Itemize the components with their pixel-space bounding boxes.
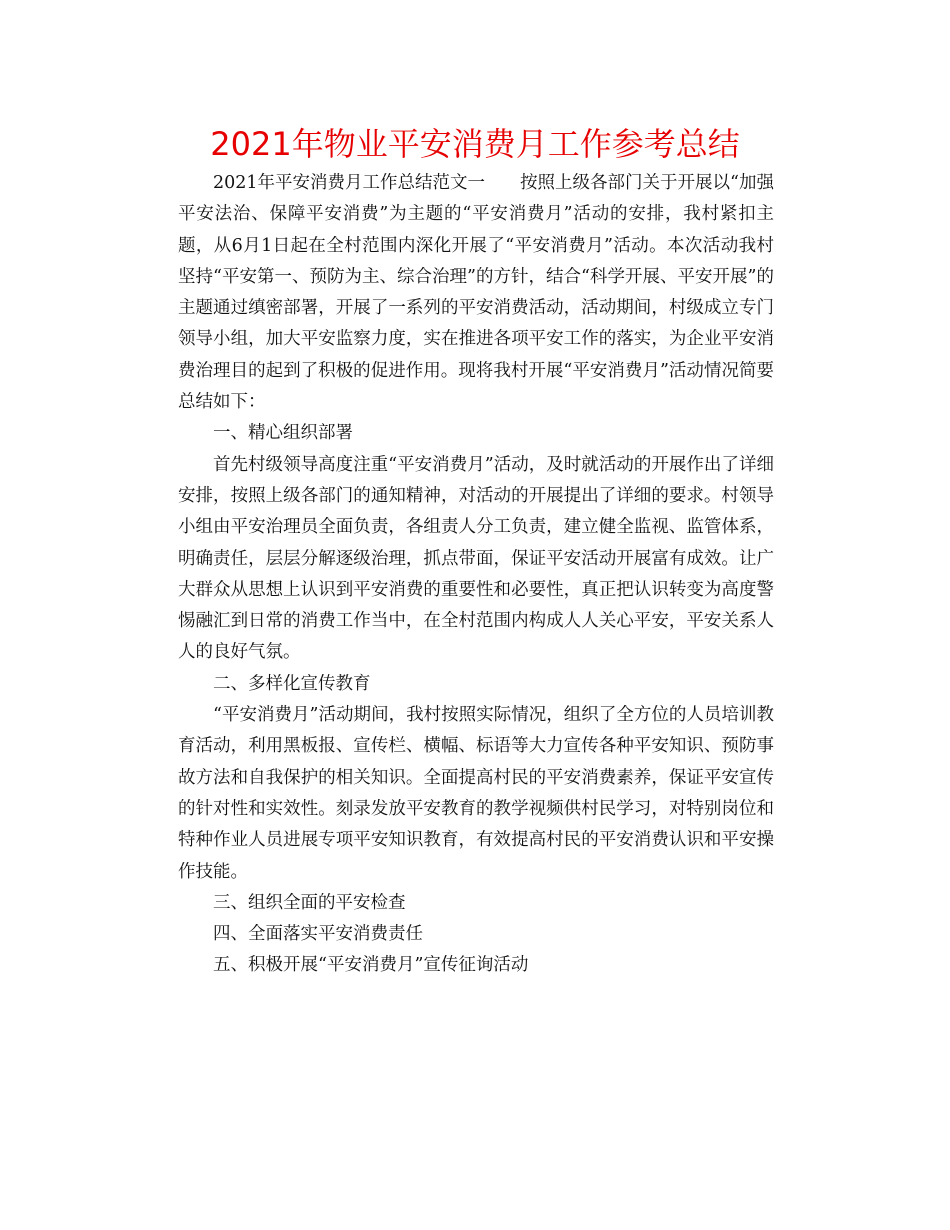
section-heading-2: 二、多样化宣传教育 — [213, 673, 371, 694]
section-heading-3: 三、组织全面的平安检查 — [213, 892, 406, 913]
intro-paragraph: 2021年平安消费月工作总结范文一 按照上级各部门关于开展以“加强平安法治、保障平安消费”为主题的“平安消费月”活动的安排，我村紧扣主题，从6月1日起在全村范围内深化开展了“平安消费月”活动。本次活动我村坚持“平安第一、预防为主、综合治理”的方针，结合“科学开展、平安开展”的主题通过缜密部署，开展了一系列的平安消费活动，活动期间，村级成立专门领导小组，加大平安监察力度，实在推进各项平安工作的落实，为企业平安消费治理目的起到了积极的促进作用。现将我村开展“平安消费月”活动情况简要总结如下： — [178, 173, 774, 413]
section-body-2: “平安消费月”活动期间，我村按照实际情况，组织了全方位的人员培训教育活动，利用黑板报、宣传栏、横幅、标语等大力宣传各种平安知识、预防事故方法和自我保护的相关知识。全面提高村民的平安消费素养，保证平安宣传的针对性和实效性。刻录发放平安教育的教学视频供村民学习，对特别岗位和特种作业人员进展专项平安知识教育，有效提高村民的平安消费认识和平安操作技能。 — [178, 705, 774, 882]
document-title: 2021年物业平安消费月工作参考总结 — [210, 125, 740, 163]
section-body-1: 首先村级领导高度注重“平安消费月”活动，及时就活动的开展作出了详细安排，按照上级各部门的通知精神，对活动的开展提出了详细的要求。村领导小组由平安治理员全面负责，各组责人分工负责，建立健全监视、监管体系，明确责任，层层分解逐级治理，抓点带面，保证平安活动开展富有成效。让广大群众从思想上认识到平安消费的重要性和必要性，真正把认识转变为高度警惕融汇到日常的消费工作当中，在全村范围内构成人人关心平安，平安关系人人的良好气氛。 — [178, 454, 774, 663]
section-heading-5: 五、积极开展“平安消费月”宣传征询活动 — [213, 955, 529, 976]
section-heading-4: 四、全面落实平安消费责任 — [213, 924, 423, 945]
section-heading-1: 一、精心组织部署 — [213, 423, 353, 444]
document-body — [178, 168, 774, 982]
